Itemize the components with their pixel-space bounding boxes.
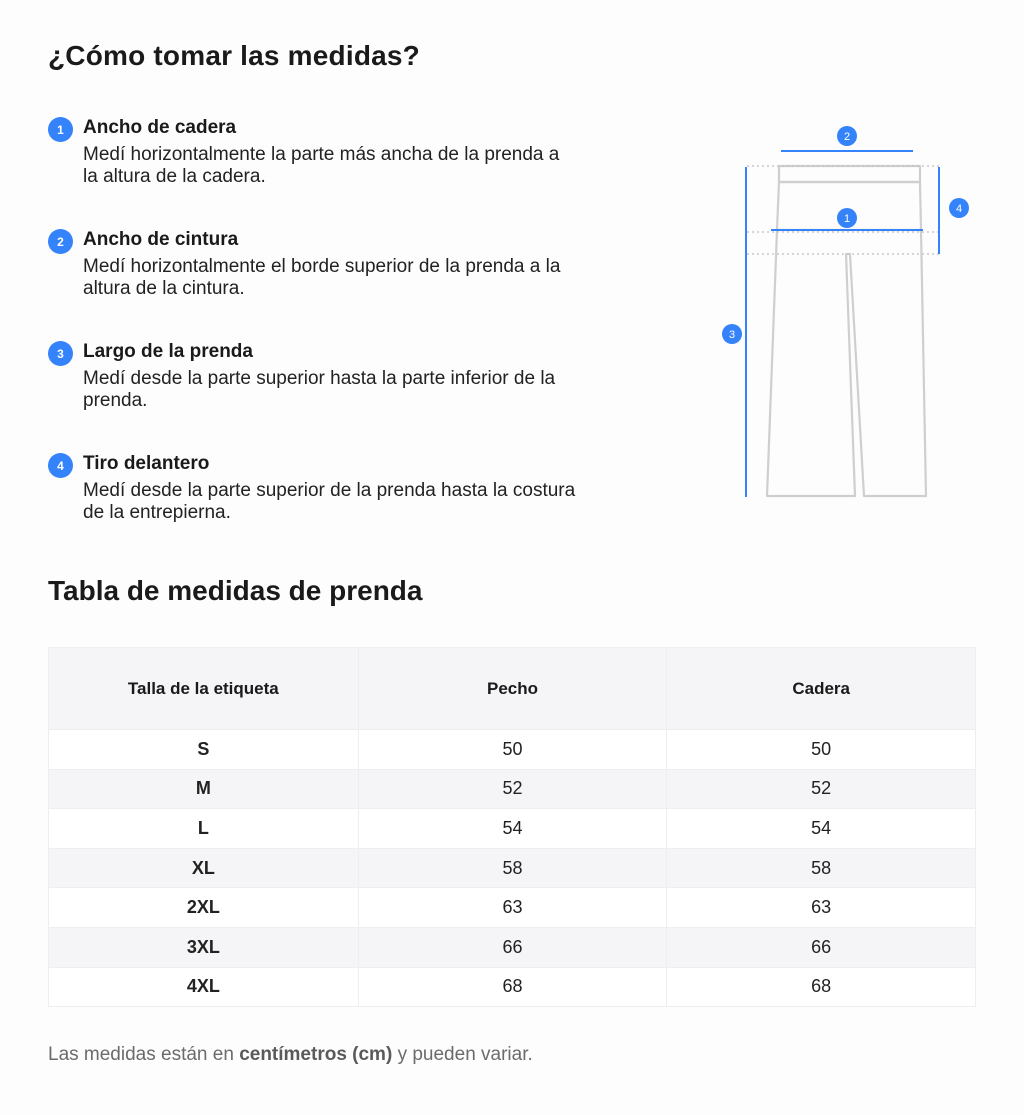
column-header-chest: Pecho [358,648,667,730]
step-description [83,144,628,188]
footnote-unit: centímetros (cm) [239,1044,393,1065]
hip-cell: 52 [667,769,976,809]
table-row [49,730,976,770]
marker-label: 2 [843,131,851,143]
table-row [49,809,976,849]
table-row [49,888,976,928]
footnote-suffix: y pueden variar. [392,1044,533,1065]
marker-4-icon [949,198,969,218]
chest-cell: 50 [358,730,667,770]
chest-cell: 52 [358,769,667,809]
step-description-line: prenda. [83,390,148,411]
step-garment-length [48,340,628,452]
step-number-badge: 2 [48,229,73,254]
step-description [83,368,628,412]
chest-cell: 68 [358,967,667,1007]
step-waist-width [48,228,628,340]
size-cell: L [49,809,359,849]
table-row [49,769,976,809]
hip-cell: 58 [667,848,976,888]
measurement-steps [48,116,628,564]
step-description-line: Medí horizontalmente la parte más ancha de la prenda a [83,144,560,165]
step-description [83,256,628,300]
table-row [49,967,976,1007]
pants-measurement-diagram-icon [715,122,980,512]
column-header-size: Talla de la etiqueta [49,648,359,730]
marker-label: 3 [728,329,736,341]
table-header-row [49,648,976,730]
size-cell: 3XL [49,927,359,967]
hip-cell: 63 [667,888,976,928]
hip-cell: 66 [667,927,976,967]
size-table [48,647,976,1007]
marker-label: 1 [843,213,851,225]
step-description-line: altura de la cintura. [83,278,245,299]
column-header-hip: Cadera [667,648,976,730]
table-row [49,927,976,967]
step-title: Largo de la prenda [83,341,253,362]
step-description-line: Medí desde la parte superior hasta la parte inferior de la [83,368,556,389]
chest-cell: 63 [358,888,667,928]
marker-label: 4 [955,203,963,215]
size-cell: XL [49,848,359,888]
step-hip-width [48,116,628,228]
step-front-rise [48,452,628,564]
table-row [49,848,976,888]
step-title: Tiro delantero [83,453,210,474]
step-description-line: Medí horizontalmente el borde superior de la prenda a la [83,256,561,277]
step-number-badge: 1 [48,117,73,142]
step-number-badge: 3 [48,341,73,366]
step-description [83,480,628,524]
hip-cell: 68 [667,967,976,1007]
marker-2-icon [837,126,857,146]
step-description-line: de la entrepierna. [83,502,231,523]
step-title: Ancho de cintura [83,229,239,250]
size-table-title: Tabla de medidas de prenda [48,575,423,606]
marker-3-icon [722,324,742,344]
hip-cell: 54 [667,809,976,849]
marker-1-icon [837,208,857,228]
step-description-line: la altura de la cadera. [83,166,266,187]
page-title: ¿Cómo tomar las medidas? [48,40,420,71]
units-footnote [48,1044,533,1066]
size-cell: 2XL [49,888,359,928]
hip-cell: 50 [667,730,976,770]
chest-cell: 54 [358,809,667,849]
chest-cell: 58 [358,848,667,888]
footnote-prefix: Las medidas están en [48,1044,240,1065]
step-description-line: Medí desde la parte superior de la prenda hasta la costura [83,480,576,501]
chest-cell: 66 [358,927,667,967]
size-cell: S [49,730,359,770]
size-cell: 4XL [49,967,359,1007]
step-title: Ancho de cadera [83,117,237,138]
size-cell: M [49,769,359,809]
step-number-badge: 4 [48,453,73,478]
